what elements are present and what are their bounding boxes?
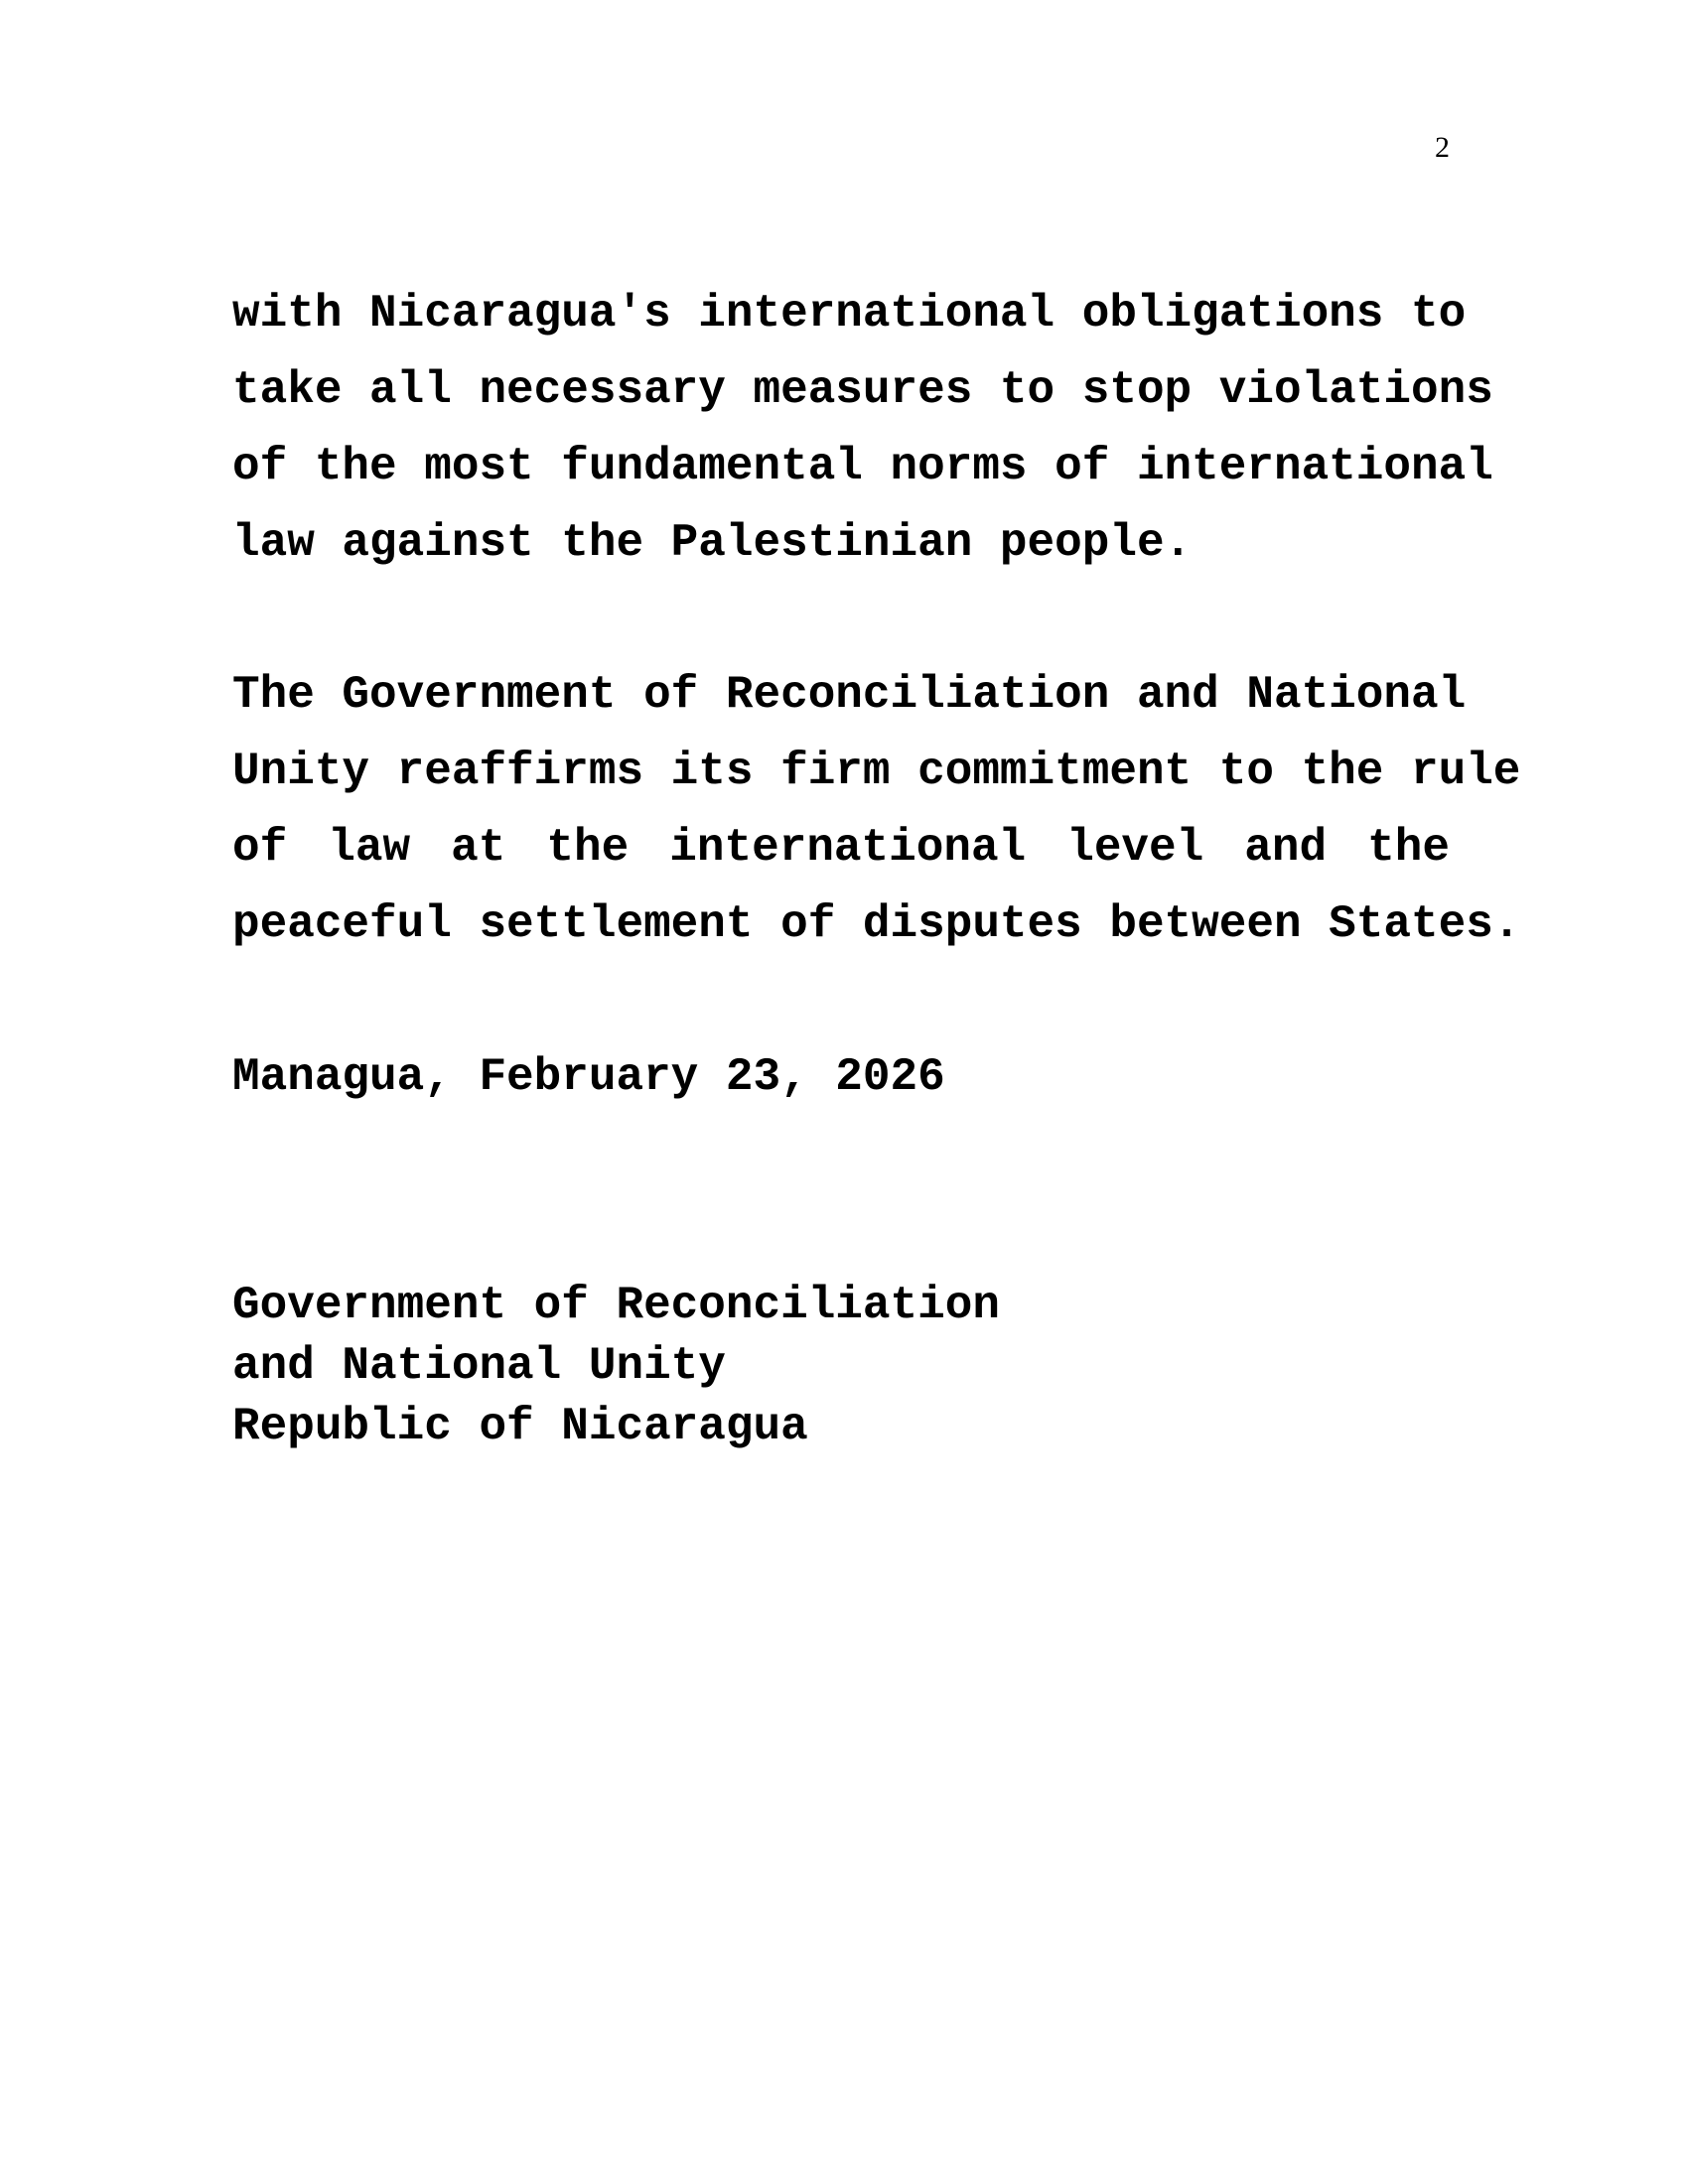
- signature-line-republic: Republic of Nicaragua: [232, 1401, 808, 1452]
- date-line: Managua, February 23, 2026: [232, 1051, 945, 1103]
- paragraph-commitment: [232, 657, 1521, 963]
- signature-block: [232, 1276, 1000, 1457]
- paragraph-obligations: [232, 276, 1493, 582]
- text-line: Unity reaffirms its firm commitment to the rule: [232, 746, 1521, 797]
- text-line: of law at the international level and the: [232, 822, 1450, 874]
- text-line: peaceful settlement of disputes between States.: [232, 898, 1521, 950]
- text-line: law against the Palestinian people.: [232, 517, 1193, 569]
- text-line: of the most fundamental norms of international: [232, 441, 1493, 492]
- text-line: The Government of Reconciliation and National: [232, 669, 1467, 721]
- text-line: take all necessary measures to stop violations: [232, 364, 1493, 416]
- text-line: with Nicaragua's international obligations to: [232, 288, 1467, 340]
- page-number: 2: [1435, 131, 1450, 164]
- signature-line-unity: and National Unity: [232, 1340, 726, 1392]
- signature-line-government: Government of Reconciliation: [232, 1280, 1000, 1331]
